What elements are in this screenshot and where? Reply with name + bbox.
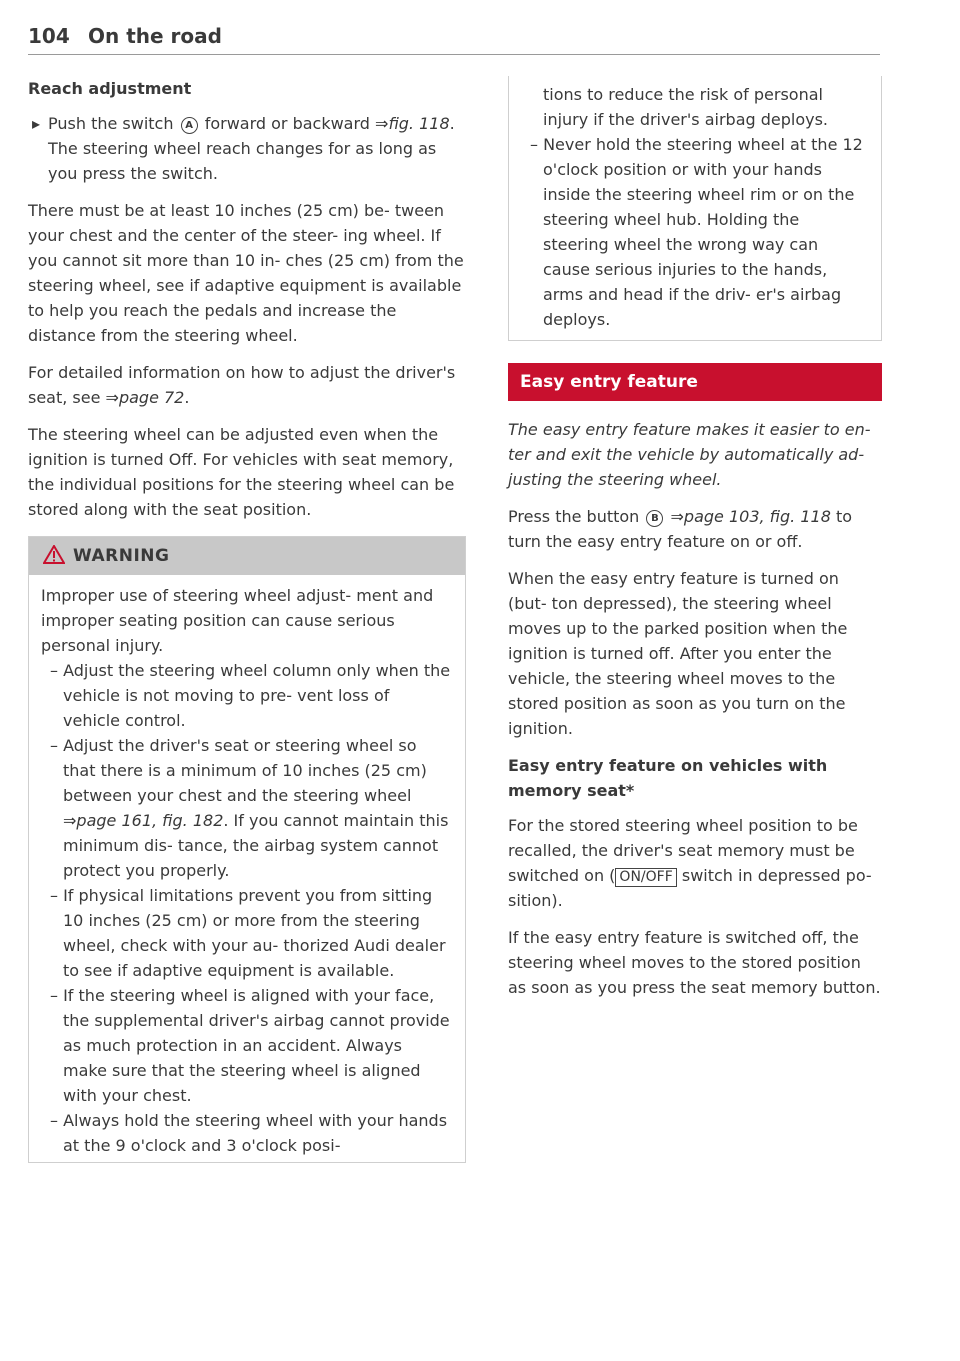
warning-box-continued [508,76,882,341]
warning-header [29,537,465,575]
on-off-key-label: ON/OFF [615,868,676,887]
memory-paragraph: For the stored steering wheel position to be recalled, the driver's seat memory must be switched on ( ON/OFF switch in depressed po- sition). [508,816,872,910]
warning-item: – If physical limitations prevent you from sitting 10 inches (25 cm) or more from the steering wheel, check with your au- thorized Audi dealer to see if adaptive equipment is available. [50,886,446,980]
warning-box [28,536,466,1163]
right-column [508,76,882,1012]
page-ref-link[interactable]: ⇒page 161, fig. 182 [63,811,224,830]
warning-title: WARNING [73,546,170,566]
warning-item: – Adjust the driver's seat or steering wheel so that there is a minimum of 10 inches (25 cm) between your chest and the steering wheel ⇒page 161, fig. 182. If you cannot maintain this minimum dis- tance, the airbag system cannot protect you properly. [50,736,449,880]
section-title: On the road [88,24,222,48]
page-number: 104 [28,24,70,48]
warning-item: – Adjust the steering wheel column only when the vehicle is not moving to pre- vent loss of vehicle control. [50,661,451,730]
memory-seat-heading: Easy entry feature on vehicles with memory seat* [508,756,828,800]
warning-continuation: tions to reduce the risk of personal injury if the driver's airbag deploys. [543,85,829,129]
warning-item: – If the steering wheel is aligned with your face, the supplemental driver's airbag cannot provide as much protection in an accident. Always make sure that the steering wheel is aligned with your chest. [50,986,450,1105]
ignition-paragraph: The steering wheel can be adjusted even when the ignition is turned Off. For vehicles with seat memory, the individual positions for the steering wheel can be stored along with the seat position. [28,425,455,519]
page-header [28,24,880,55]
page-ref-link[interactable]: ⇒page 103, fig. 118 [670,507,831,526]
easy-entry-intro: The easy entry feature makes it easier to en- ter and exit the vehicle by automatically ad- justing the steering wheel. [508,420,871,489]
reach-instruction: ▸ Push the switch A forward or backward ⇒fig. 118. The steering wheel reach changes for as long as you press the switch. [28,111,466,186]
callout-b-icon: B [646,510,663,527]
easy-entry-heading: Easy entry feature [508,363,882,401]
warning-item: – Always hold the steering wheel with your hands at the 9 o'clock and 3 o'clock posi- [50,1111,448,1155]
reach-adjustment-heading: Reach adjustment [28,79,192,98]
callout-a-icon: A [181,117,198,134]
distance-paragraph: There must be at least 10 inches (25 cm) be- tween your chest and the center of the steer- ing wheel. If you cannot sit more than 10 in- ches (25 cm) from the steering wheel, see if adaptive equipment is available to help you reach the pedals and increase the distance from the steering wheel. [28,201,464,345]
switched-off-paragraph: If the easy entry feature is switched off, the steering wheel moves to the stored position as soon as you press the seat memory button. [508,928,881,997]
page-ref-link[interactable]: ⇒page 72 [105,388,185,407]
press-button-paragraph: Press the button B ⇒page 103, fig. 118 to turn the easy entry feature on or off. [508,507,853,551]
warning-intro: Improper use of steering wheel adjust- ment and improper seating position can cause serious personal injury. [41,586,434,655]
warning-item: – Never hold the steering wheel at the 12 o'clock position or with your hands inside the steering wheel rim or on the steering wheel hub. Holding the steering wheel the wrong way can cause serious injuries to the hands, arms and head if the driv- er's airbag deploys. [530,135,863,329]
turned-on-paragraph: When the easy entry feature is turned on (but- ton depressed), the steering wheel moves up to the parked position when the ignition is turned off. After you enter the vehicle, the steering wheel moves to the stored position as soon as you turn on the ignition. [508,569,848,738]
warning-body [29,575,465,1162]
fig-ref-link[interactable]: ⇒fig. 118 [375,114,450,133]
seat-info-paragraph: For detailed information on how to adjust the driver's seat, see ⇒page 72. [28,363,456,407]
left-column [28,76,466,1163]
warning-triangle-icon [43,545,65,564]
